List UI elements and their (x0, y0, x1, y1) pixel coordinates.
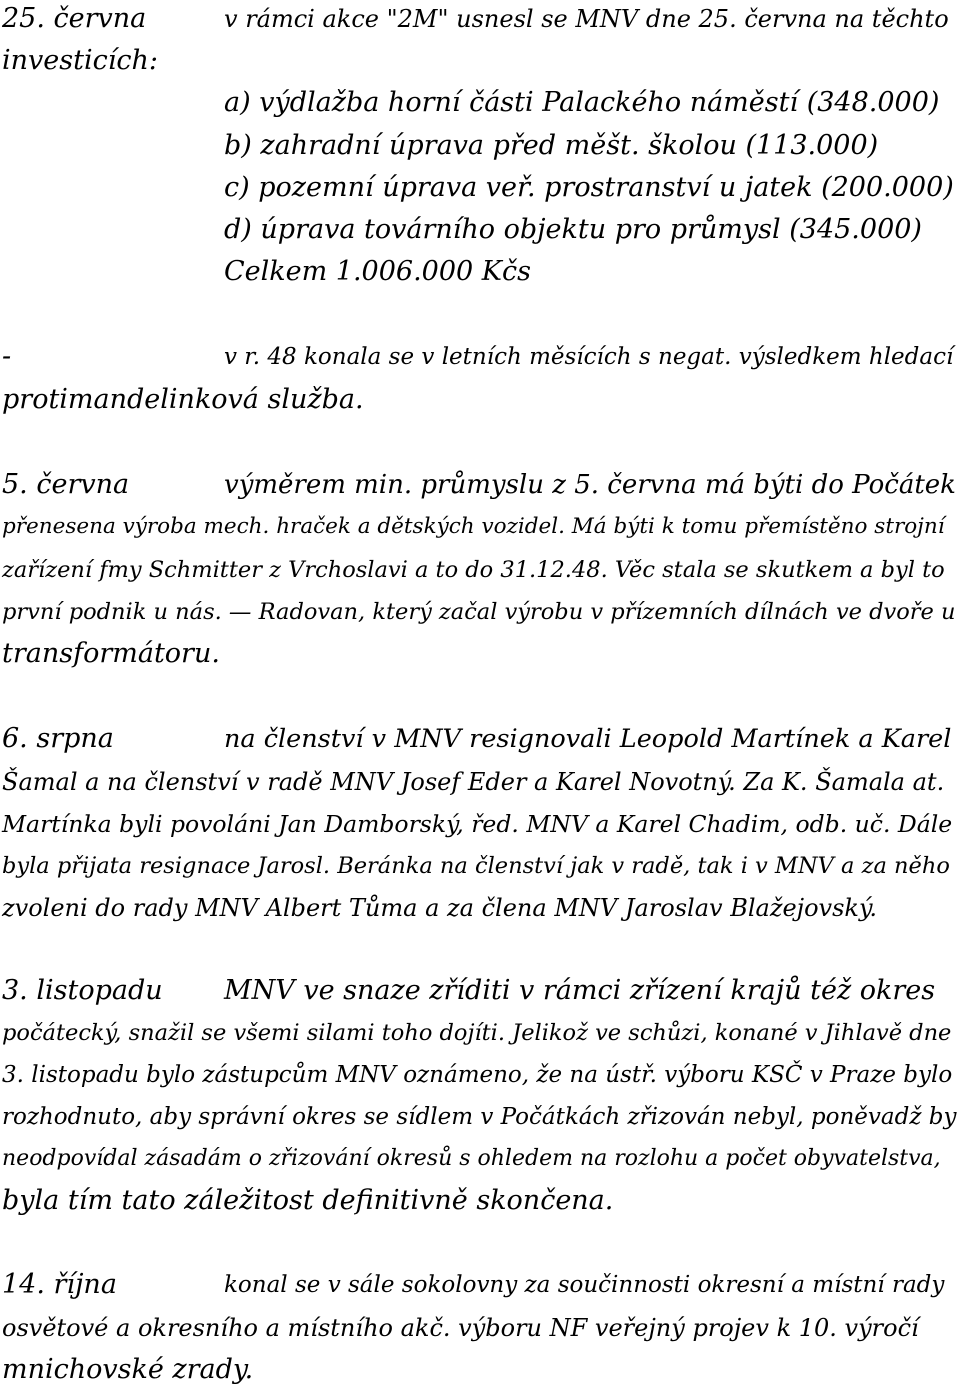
entry-text-line: Martínka byli povoláni Jan Damborský, řed. MNV a Karel Chadim, odb. uč. Dále (2, 810, 953, 838)
entry-text-line: první podnik u nás. — Radovan, který začal výrobu v přízemních dílnách ve dvoře u (2, 599, 956, 625)
entry-text-line: zvoleni do rady MNV Albert Tůma a za člena MNV Jaroslav Blažejovský. (2, 894, 877, 922)
entry-date: 3. listopadu (2, 975, 163, 1006)
entry-text-line: osvětové a okresního a místního akč. výboru NF veřejný projev k 10. výročí (2, 1314, 919, 1342)
entry-date: 14. října (2, 1269, 117, 1300)
entry-text-line: v r. 48 konala se v letních měsících s negat. výsledkem hledací (224, 344, 954, 370)
entry-text-line: mnichovské zrady. (2, 1354, 254, 1385)
entry-date: 25. června (2, 3, 147, 34)
entry-text-line: konal se v sále sokolovny za součinnosti okresní a místní rady (224, 1272, 945, 1298)
entry-text-line: výměrem min. průmyslu z 5. června má býti do Počátek (224, 470, 956, 500)
investment-item-d: d) úprava továrního objektu pro průmysl (345.000) (224, 214, 922, 245)
investment-item-c: c) pozemní úprava veř. prostranství u jatek (200.000) (224, 172, 954, 203)
entry-text-line: protimandelinková služba. (2, 384, 364, 415)
entry-text-line: v rámci akce "2M" usnesl se MNV dne 25. června na těchto (224, 5, 949, 33)
entry-text-line: investicích: (2, 45, 158, 76)
entry-text-line: 3. listopadu bylo zástupcům MNV oznámeno, že na ústř. výboru KSČ v Praze bylo (2, 1062, 953, 1088)
investment-item-a: a) výdlažba horní části Palackého náměstí (348.000) (224, 87, 940, 118)
entry-text-line: byla přijata resignace Jarosl. Beránka na členství jak v radě, tak i v MNV a za něho (2, 853, 950, 879)
investment-item-b: b) zahradní úprava před měšt. školou (113.000) (224, 130, 879, 161)
entry-date: - (2, 341, 12, 372)
entry-text-line: zařízení fmy Schmitter z Vrchoslavi a to do 31.12.48. Věc stala se skutkem a byl to (2, 557, 945, 583)
entry-text-line: počátecký, snažil se všemi silami toho dojíti. Jelikož ve schůzi, konané v Jihlavě dne (2, 1020, 952, 1046)
entry-date: 5. června (2, 469, 130, 500)
entry-text-line: rozhodnuto, aby správní okres se sídlem v Počátkách zřizován nebyl, poněvadž by (2, 1104, 957, 1130)
entry-text-line: neodpovídal zásadám o zřizování okresů s ohledem na rozlohu a počet obyvatelstva, (2, 1146, 941, 1171)
entry-text-line: MNV ve snaze zříditi v rámci zřízení krajů též okres (224, 975, 936, 1006)
entry-date: 6. srpna (2, 723, 114, 754)
investment-total: Celkem 1.006.000 Kčs (224, 256, 531, 287)
entry-text-line: transformátoru. (2, 638, 220, 669)
entry-text-line: byla tím tato záležitost definitivně skončena. (2, 1185, 614, 1216)
entry-text-line: na členství v MNV resignovali Leopold Martínek a Karel (224, 724, 952, 754)
entry-text-line: Šamal a na členství v radě MNV Josef Eder a Karel Novotný. Za K. Šamala at. (2, 768, 945, 796)
entry-text-line: přenesena výroba mech. hraček a dětských vozidel. Má býti k tomu přemístěno strojní (2, 514, 945, 539)
